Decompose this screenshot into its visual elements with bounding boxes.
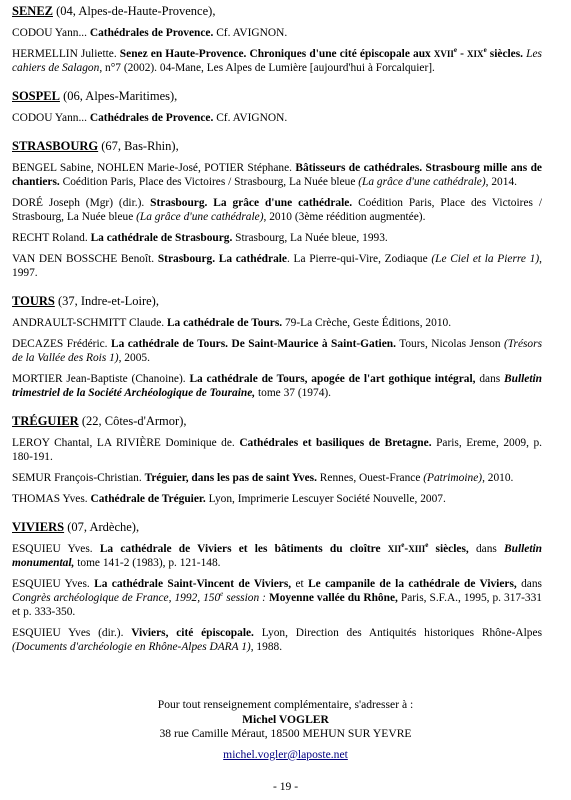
entry-text: La cathédrale de Viviers et les bâtiments du cloître <box>99 543 388 555</box>
section-location: (22, Côtes-d'Armor), <box>78 414 187 428</box>
entry-text: dans <box>468 543 505 555</box>
entry-text: Bulletin monumental, <box>12 543 543 569</box>
entry-text: Bulletin trimestriel de la Société Archéologique de Touraine, <box>12 373 542 399</box>
entry-text: Cathédrales de Provence. <box>89 27 214 39</box>
entry-text: (La grâce d'une cathédrale) <box>358 176 486 188</box>
entry-text: dans <box>516 578 542 590</box>
entry-text: Senez en Haute-Provence. Chroniques d'une cité épiscopale aux <box>119 48 434 60</box>
section-heading <box>12 139 542 154</box>
entry-text: (Patrimoine) <box>423 472 483 484</box>
entry-text: , 2014. <box>485 176 517 188</box>
entry-text: e <box>483 46 487 55</box>
entry-text: Lyon, Imprimerie Lescuyer Société Nouvelle, 2007. <box>205 493 446 505</box>
entry-text: BENGEL Sabine, NOHLEN Marie-José, POTIER Stéphane. <box>12 162 296 174</box>
entry-text: dans <box>475 373 505 385</box>
entry-text: (Trésors de la Vallée des Rois 1) <box>12 338 542 364</box>
entry-text: DORÉ Joseph (Mgr) (dir.). <box>12 197 151 209</box>
entry-text: Paris, Ereme, 2009, p. 180-191. <box>12 437 543 463</box>
section-place-name: SENEZ <box>12 4 53 18</box>
entry-text: La cathédrale Saint-Vincent de Viviers, <box>94 578 292 590</box>
bibliography-entry <box>12 47 542 75</box>
entry-text: XIII <box>408 544 426 554</box>
section-location: (07, Ardèche), <box>64 520 140 534</box>
entry-text: Bâtisseurs de cathédrales. Strasbourg mille ans de chantiers. <box>12 162 542 188</box>
entry-text: - <box>404 543 409 555</box>
entry-text: XIX <box>467 49 484 59</box>
entry-text: CODOU Yann... <box>12 27 90 39</box>
section-5 <box>12 520 542 654</box>
entry-text: Moyenne vallée du Rhône, <box>268 592 398 604</box>
section-place-name: VIVIERS <box>12 520 65 534</box>
entry-text: ESQUIEU Yves (dir.). <box>12 627 132 639</box>
entry-text: Strasbourg. La grâce d'une cathédrale. <box>150 197 353 209</box>
entry-text: , 1997. <box>12 253 542 279</box>
bibliography-entry <box>12 252 542 280</box>
entry-text: DECAZES Frédéric. <box>12 338 111 350</box>
entry-text: . La Pierre-qui-Vire, Zodiaque <box>287 253 432 265</box>
entry-text: CODOU Yann... <box>12 112 90 124</box>
entry-text: La cathédrale de Strasbourg. <box>90 232 233 244</box>
bibliography-entry <box>12 337 542 365</box>
contact-name: Michel VOGLER <box>242 712 329 726</box>
entry-text: Coédition Paris, Place des Victoires / Strasbourg, La Nuée bleue <box>59 176 359 188</box>
section-place-name: SOSPEL <box>12 89 60 103</box>
entry-text: - <box>457 48 468 60</box>
entry-text: ANDRAULT-SCHMITT Claude. <box>12 317 167 329</box>
section-0 <box>12 4 542 75</box>
entry-text: Cf. AVIGNON. <box>213 27 288 39</box>
entry-text: La cathédrale de Tours. <box>166 317 283 329</box>
bibliography-entry <box>12 161 542 189</box>
contact-email-link[interactable]: michel.vogler@laposte.net <box>223 747 348 761</box>
entry-text: ESQUIEU Yves. <box>12 578 95 590</box>
entry-text: e <box>220 590 224 599</box>
entry-text: Cf. AVIGNON. <box>213 112 288 124</box>
bibliography-entry <box>12 196 542 224</box>
entry-text: , 1988. <box>250 641 283 653</box>
entry-text: Tréguier, dans les pas de saint Yves. <box>144 472 317 484</box>
section-place-name: STRASBOURG <box>12 139 99 153</box>
entry-text: e <box>453 46 457 55</box>
section-location: (06, Alpes-Maritimes), <box>59 89 178 103</box>
entry-text: (Le Ciel et la Pierre 1) <box>431 253 540 265</box>
contact-intro: Pour tout renseignement complémentaire, s'adresser à : <box>157 698 414 711</box>
entry-text: Viviers, cité épiscopale. <box>131 627 254 639</box>
bibliography-entry <box>12 372 542 400</box>
entry-text: (La grâce d'une cathédrale) <box>136 211 264 223</box>
entry-text: e <box>425 541 429 550</box>
bibliography-entry <box>12 577 542 619</box>
section-3 <box>12 294 542 400</box>
entry-text: Congrès archéologique de France, 1992, 150 <box>12 592 221 604</box>
entry-text: XVII <box>433 49 454 59</box>
bibliography-entry <box>12 111 542 125</box>
entry-text: Coédition Paris, Place des Victoires / Strasbourg, La Nuée bleue <box>12 197 542 223</box>
section-4 <box>12 414 542 506</box>
section-2 <box>12 139 542 280</box>
entry-text: Cathédrales de Provence. <box>89 112 214 124</box>
bibliography-entry <box>12 626 542 654</box>
entry-text: , 2010 (3ème réédition augmentée). <box>263 211 426 223</box>
bibliography-entry <box>12 542 542 570</box>
entry-text: , 2005. <box>118 352 150 364</box>
bibliography-entry <box>12 231 542 245</box>
entry-text: HERMELLIN Juliette. <box>12 48 120 60</box>
entry-text: Rennes, Ouest-France <box>316 472 424 484</box>
section-1 <box>12 89 542 125</box>
entry-text: Strasbourg, La Nuée bleue, 1993. <box>232 232 388 244</box>
section-place-name: TRÉGUIER <box>12 414 79 428</box>
entry-text: Strasbourg. La cathédrale <box>157 253 287 265</box>
bibliography-entry <box>12 26 542 40</box>
section-location: (37, Indre-et-Loire), <box>54 294 159 308</box>
entry-text: Paris, S.F.A., 1995, p. 317-331 et p. 333-350. <box>12 592 542 618</box>
entry-text: siècles, <box>428 543 469 555</box>
entry-text: ESQUIEU Yves. <box>12 543 100 555</box>
entry-text: THOMAS Yves. <box>12 493 91 505</box>
bibliography-entry <box>12 492 542 506</box>
section-heading <box>12 520 542 535</box>
entry-text: Tours, Nicolas Jenson <box>395 338 505 350</box>
entry-text: et <box>291 578 309 590</box>
section-location: (04, Alpes-de-Haute-Provence), <box>53 4 216 18</box>
entry-text: VAN DEN BOSSCHE Benoît. <box>12 253 158 265</box>
entry-text: La cathédrale de Tours. De Saint-Maurice à Saint-Gatien. <box>110 338 396 350</box>
entry-text: , n°7 (2002). 04-Mane, Les Alpes de Lumière [aujourd'hui à Forcalquier]. <box>99 62 435 74</box>
section-location: (67, Bas-Rhin), <box>98 139 179 153</box>
entry-text: (Documents d'archéologie en Rhône-Alpes DARA 1) <box>12 641 251 653</box>
entry-text: tome 141-2 (1983), p. 121-148. <box>74 557 221 569</box>
entry-text: tome 37 (1974). <box>255 387 332 399</box>
entry-text: Les cahiers de Salagon <box>12 48 542 74</box>
entry-text: Le campanile de la cathédrale de Viviers, <box>308 578 517 590</box>
entry-text: e <box>401 541 405 550</box>
entry-text: Cathédrales et basiliques de Bretagne. <box>239 437 432 449</box>
entry-text: , 2010. <box>482 472 514 484</box>
contact-address: 38 rue Camille Méraut, 18500 MEHUN SUR YEVRE <box>159 727 412 740</box>
bibliography-entry <box>12 436 542 464</box>
entry-text: RECHT Roland. <box>12 232 91 244</box>
section-place-name: TOURS <box>12 294 55 308</box>
entry-text: XII <box>387 544 402 554</box>
entry-text: 79-La Crèche, Geste Éditions, 2010. <box>282 317 452 329</box>
entry-text: session : <box>223 592 266 604</box>
section-heading <box>12 294 542 309</box>
entry-text: MORTIER Jean-Baptiste (Chanoine). <box>12 373 190 385</box>
entry-text: LEROY Chantal, LA RIVIÈRE Dominique de. <box>12 437 240 449</box>
entry-text: Lyon, Direction des Antiquités historiques Rhône-Alpes <box>253 627 542 639</box>
bibliography-entry <box>12 316 542 330</box>
section-heading <box>12 89 542 104</box>
entry-text: siècles. <box>486 48 524 60</box>
section-heading <box>12 4 542 19</box>
contact-block <box>0 698 571 762</box>
entry-text: La cathédrale de Tours, apogée de l'art gothique intégral, <box>189 373 476 385</box>
page-number: - 19 - <box>272 780 299 793</box>
entry-text: Cathédrale de Tréguier. <box>90 493 206 505</box>
entry-text: SEMUR François-Christian. <box>12 472 145 484</box>
bibliography-sections <box>12 4 542 654</box>
section-heading <box>12 414 542 429</box>
bibliography-entry <box>12 471 542 485</box>
